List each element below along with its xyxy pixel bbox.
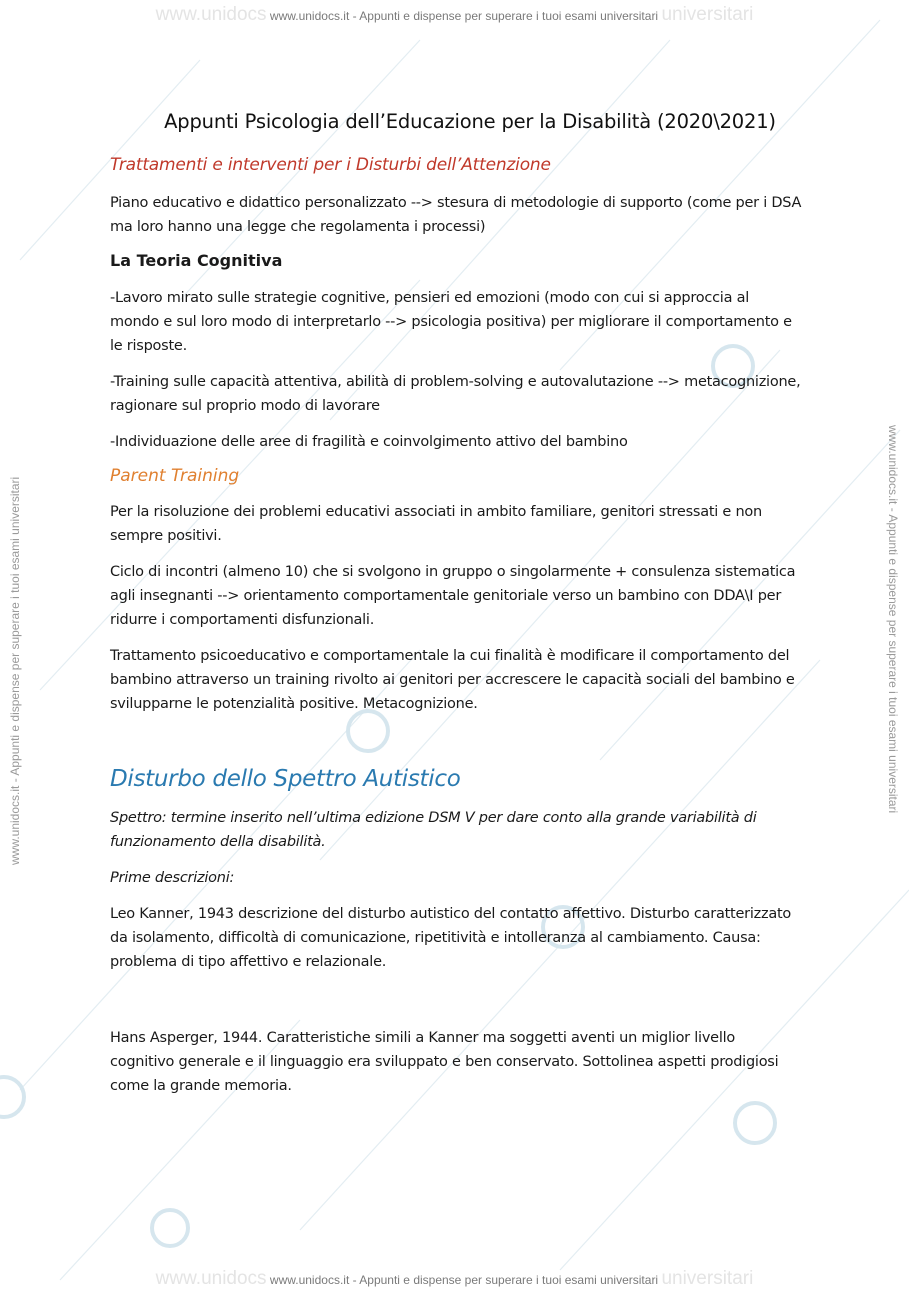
paragraph: Ciclo di incontri (almeno 10) che si svolgono in gruppo o singolarmente + consulenza sistematica agli insegnanti --> orientamento comportamentale genitoriale verso un bambino con DDA\I per ridurre i comportamenti disfunzionali. <box>110 564 796 628</box>
watermark-faint-left: www.unidocs <box>155 1268 267 1289</box>
list-item: -Individuazione delle aree di fragilità e coinvolgimento attivo del bambino <box>110 434 628 450</box>
watermark-faint-right: universitari <box>661 1268 754 1289</box>
list-item: -Training sulle capacità attentiva, abilità di problem-solving e autovalutazione --> metacognizione, ragionare sul proprio modo di lavorare <box>110 374 801 414</box>
list-item: -Lavoro mirato sulle strategie cognitive, pensieri ed emozioni (modo con cui si approccia al mondo e sul loro modo di interpretarlo --> psicologia positiva) per migliorare il comportamento e le risposte. <box>110 290 792 354</box>
watermark-banner-text: www.unidocs.it - Appunti e dispense per superare i tuoi esami universitari <box>269 1273 659 1287</box>
section-heading-parent-training: Parent Training <box>110 466 240 486</box>
page-title: Appunti Psicologia dell’Educazione per la Disabilità (2020\2021) <box>164 110 776 133</box>
subheading-cognitive-theory: La Teoria Cognitiva <box>110 251 283 270</box>
section-heading-attention: Trattamenti e interventi per i Disturbi dell’Attenzione <box>110 155 551 175</box>
paragraph: Per la risoluzione dei problemi educativi associati in ambito familiare, genitori stressati e non sempre positivi. <box>110 504 762 544</box>
paragraph-kanner: Leo Kanner, 1943 descrizione del disturbo autistico del contatto affettivo. Disturbo caratterizzato da isolamento, difficoltà di comunicazione, ripetitività e intolleranza al cambiamento. Causa: problema di tipo affettivo e relazionale. <box>110 906 792 970</box>
paragraph-definition: Spettro: termine inserito nell’ultima edizione DSM V per dare conto alla grande variabilità di funzionamento della disabilità. <box>110 810 757 850</box>
paragraph: Trattamento psicoeducativo e comportamentale la cui finalità è modificare il comportamento del bambino attraverso un training rivolto ai genitori per accrescere le capacità sociali del bambino e svilupparne le potenzialità positive. Metacognizione. <box>110 648 795 712</box>
paragraph-label: Prime descrizioni: <box>110 870 235 886</box>
watermark-faint-right: universitari <box>661 4 754 25</box>
document-page <box>110 110 802 1110</box>
paragraph-asperger: Hans Asperger, 1944. Caratteristiche simili a Kanner ma soggetti aventi un miglior livello cognitivo generale e il linguaggio era sviluppato e ben conservato. Sottolinea aspetti prodigiosi come la grande memoria. <box>110 1030 779 1094</box>
watermark-side-left: www.unidocs.it - Appunti e dispense per superare i tuoi esami universitari <box>8 476 22 865</box>
watermark-banner-top <box>0 4 909 26</box>
watermark-banner-bottom <box>0 1268 909 1290</box>
paragraph-intro: Piano educativo e didattico personalizzato --> stesura di metodologie di supporto (come per i DSA ma loro hanno una legge che regolamenta i processi) <box>110 195 802 235</box>
watermark-faint-left: www.unidocs <box>155 4 267 25</box>
watermark-side-right: www.unidocs.it - Appunti e dispense per superare i tuoi esami universitari <box>886 425 900 814</box>
watermark-banner-text: www.unidocs.it - Appunti e dispense per superare i tuoi esami universitari <box>269 9 659 23</box>
section-heading-autism: Disturbo dello Spettro Autistico <box>110 766 461 792</box>
